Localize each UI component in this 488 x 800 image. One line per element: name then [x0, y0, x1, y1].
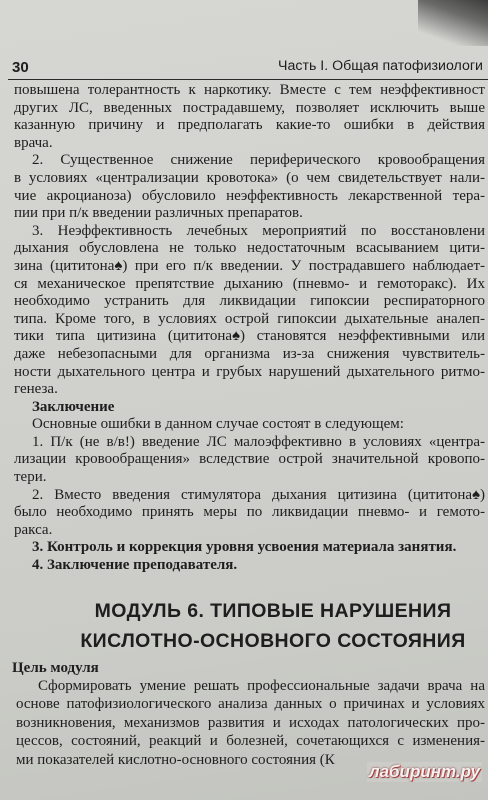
- text-line: даже небезопасными для организма из-за снижения чувствитель-: [14, 345, 485, 362]
- case-analysis-section: [14, 82, 486, 575]
- text-line: чие акроцианоза) обусловило неэффективность лекарственной тера-: [14, 187, 485, 204]
- paragraph: [14, 152, 486, 222]
- watermark-logo: лабиринт.ру: [369, 762, 480, 781]
- text-line: генеза.: [14, 381, 58, 398]
- text-line: ми показателей кислотно-основного состояния (К: [16, 751, 335, 768]
- text-line: дыхания обусловлена не только недостаточным всасыванием цити-: [14, 240, 485, 257]
- text-line: 3. Неэффективность лечебных мероприятий по восстановлени: [32, 222, 485, 239]
- text-line: ракса.: [14, 521, 53, 538]
- text-line: 2. Вместо введения стимулятора дыхания цитизина (цититона♠): [32, 486, 485, 503]
- goal-paragraph: [16, 677, 486, 769]
- goal-heading-block: [12, 659, 312, 677]
- background-edge: [418, 0, 488, 46]
- text-line: основе патофизиологического анализа данных о причинах и условиях: [16, 696, 485, 713]
- module-title: [60, 596, 486, 656]
- text-line: тери.: [14, 469, 47, 486]
- text-line: возникновения, механизмов развития и исходах патологических про-: [16, 714, 485, 731]
- text-line: в условиях «централизации кровотока» (о чем свидетельствует нали-: [14, 169, 485, 186]
- header-rule: [8, 79, 488, 80]
- text-line: цессов, состояний, реакций и болезней, сочетающихся с изменения-: [16, 733, 485, 750]
- text-line: пии при п/к введении различных препаратов.: [14, 205, 303, 222]
- conclusion-intro: Основные ошибки в данном случае состоят в следующем:: [32, 416, 404, 433]
- text-line: повышена толерантность к наркотику. Вместе с тем неэффективност: [14, 82, 485, 98]
- page-number: 30: [12, 59, 29, 76]
- paragraph: [14, 82, 486, 152]
- text-line: было необходимо принять меры по ликвидации пневмо- и гемото-: [14, 504, 485, 521]
- paragraph: [14, 223, 486, 399]
- text-line: лизации кровообращения» вследствие острой значительной кровопо-: [14, 451, 485, 468]
- conclusion-heading: Заключение: [32, 398, 115, 415]
- text-line: ности дыхательного центра и грубых нарушений дыхательного ритмо-: [14, 363, 485, 380]
- text-line: типа. Кроме того, в условиях острой гипоксии дыхательные аналеп-: [14, 310, 485, 327]
- running-title: Часть I. Общая патофизиологи: [278, 58, 483, 74]
- text-line: других ЛС, введенных пострадавшему, позволяет исключить выше: [14, 99, 485, 116]
- module-title-line: КИСЛОТНО-ОСНОВНОГО СОСТОЯНИЯ: [80, 630, 466, 652]
- list-item: [14, 487, 486, 540]
- goal-heading: Цель модуля: [12, 660, 99, 676]
- text-line: 2. Существенное снижение периферического кровообращения: [32, 152, 485, 169]
- module-title-line: МОДУЛЬ 6. ТИПОВЫЕ НАРУШЕНИЯ: [94, 600, 452, 622]
- text-line: зина (цититона♠) при его п/к введении. У пострадавшего наблюдает-: [14, 257, 485, 274]
- lesson-step: 4. Заключение преподавателя.: [32, 557, 238, 574]
- text-line: тики типа цитизина (цититона♠) становятся неэффективными или: [14, 328, 485, 345]
- text-line: казанную причину и предполагать какие-то ошибки в действия: [14, 117, 485, 134]
- text-line: 1. П/к (не в/в!) введение ЛС малоэффективно в условиях «центра-: [32, 433, 485, 450]
- text-line: необходимо устранить для ликвидации гипоксии респираторного: [14, 293, 485, 310]
- text-line: Сформировать умение решать профессиональные задачи врача на: [38, 678, 485, 694]
- lesson-step: 3. Контроль и коррекция уровня усвоения материала занятия.: [32, 539, 457, 556]
- text-line: ся механическое препятствие дыханию (пневмо- и гемоторакс). Их: [14, 275, 485, 292]
- list-item: [14, 434, 486, 487]
- text-line: врача.: [14, 134, 53, 151]
